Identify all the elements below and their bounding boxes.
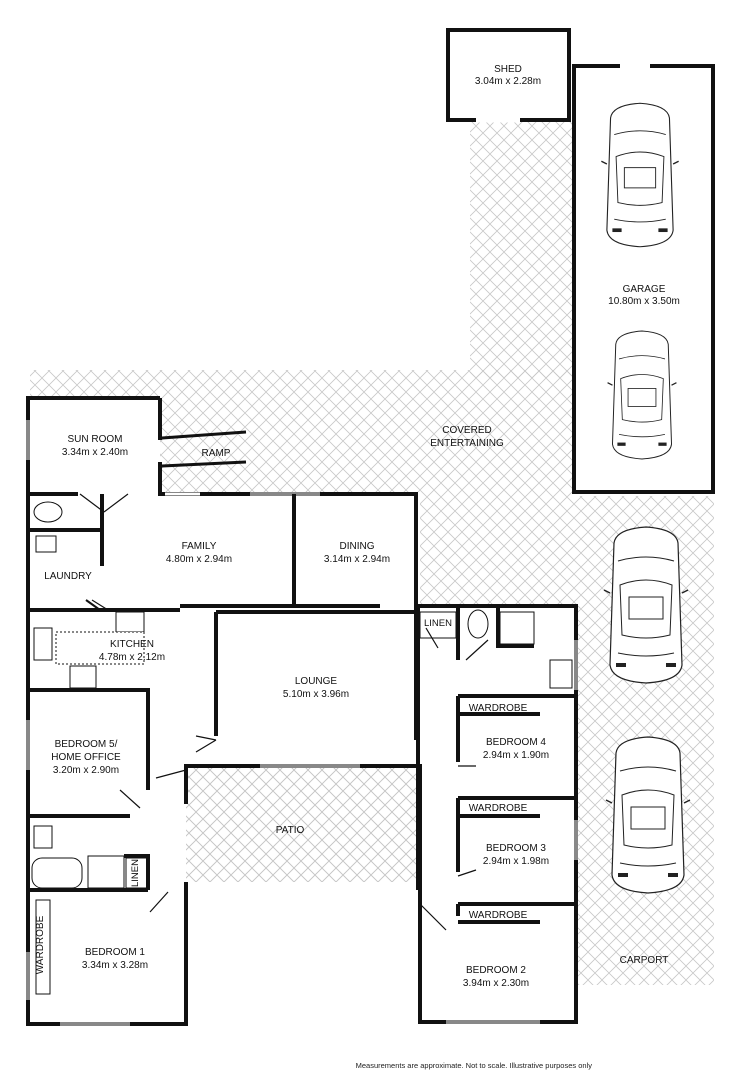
wardrobe2-label: WARDROBE	[468, 910, 528, 921]
garage	[574, 66, 713, 492]
bedroom2-size: 3.94m x 2.30m	[462, 978, 530, 989]
bedroom3-label: BEDROOM 3	[485, 843, 547, 854]
family-label: FAMILY	[181, 541, 217, 552]
footer-note: Measurements are approximate. Not to scale. Illustrative purposes only	[355, 1061, 592, 1070]
bedroom5-size: 3.20m x 2.90m	[52, 765, 120, 776]
patio-label: PATIO	[275, 825, 305, 836]
car-icon	[604, 527, 688, 683]
bedroom1-label: BEDROOM 1	[84, 947, 146, 958]
shed-size: 3.04m x 2.28m	[474, 76, 542, 87]
carport-label: CARPORT	[619, 955, 669, 966]
wardrobe1-label: WARDROBE	[35, 915, 46, 975]
ramp-label: RAMP	[201, 448, 231, 459]
covered-entertaining-label-1: COVERED	[442, 425, 492, 436]
garage-size: 10.80m x 3.50m	[608, 296, 680, 307]
bedroom4-label: BEDROOM 4	[485, 737, 547, 748]
car-icon	[601, 103, 678, 247]
bedroom5-label-1: BEDROOM 5/	[54, 739, 118, 750]
bedroom4-size: 2.94m x 1.90m	[482, 750, 550, 761]
kitchen-label: KITCHEN	[110, 639, 154, 650]
car-icon	[608, 331, 677, 459]
wardrobe4-label: WARDROBE	[468, 703, 528, 714]
wardrobe3-label: WARDROBE	[468, 803, 528, 814]
kitchen-size: 4.78m x 2.12m	[98, 652, 166, 663]
shed	[448, 30, 569, 120]
laundry-label: LAUNDRY	[44, 571, 92, 582]
dining-size: 3.14m x 2.94m	[323, 554, 391, 565]
sun-room-label: SUN ROOM	[67, 434, 123, 445]
bedroom5-label-2: HOME OFFICE	[51, 752, 121, 763]
shed-label: SHED	[494, 64, 522, 75]
lounge-size: 5.10m x 3.96m	[282, 689, 350, 700]
bedroom2-label: BEDROOM 2	[465, 965, 527, 976]
linen-label: LINEN	[424, 618, 452, 629]
garage-label: GARAGE	[622, 284, 666, 295]
dining-label: DINING	[339, 541, 375, 552]
bedroom1-size: 3.34m x 3.28m	[81, 960, 149, 971]
car-icon	[606, 737, 690, 893]
sun-room-size: 3.34m x 2.40m	[61, 447, 129, 458]
covered-entertaining-label-2: ENTERTAINING	[430, 438, 504, 449]
family-size: 4.80m x 2.94m	[165, 554, 233, 565]
bedroom3-size: 2.94m x 1.98m	[482, 856, 550, 867]
linen-label-bottom: LINEN	[130, 859, 141, 887]
lounge-label: LOUNGE	[294, 676, 338, 687]
